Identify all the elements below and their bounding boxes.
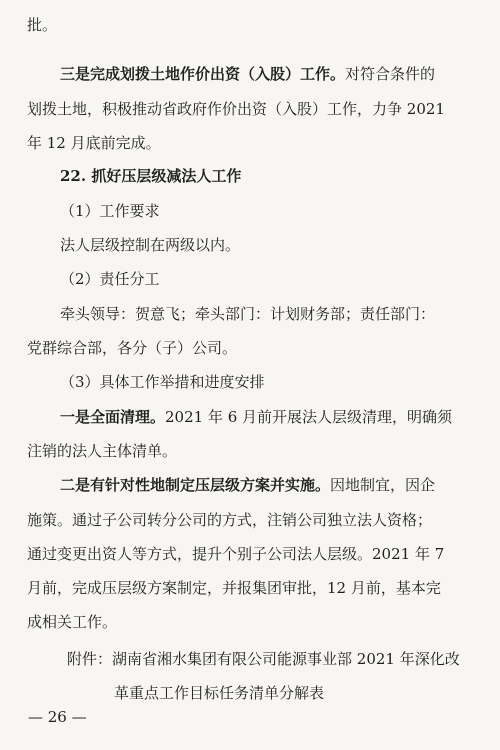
text-line: 月前，完成压层级方案制定，并报集团审批，12 月前，基本完: [27, 579, 441, 597]
text-line: 通过变更出资人等方式，提升个别子公司法人层级。2021 年 7: [27, 545, 445, 563]
text-line: 年 12 月底前完成。: [27, 134, 161, 152]
paragraph-section-3: 三是完成划拨土地作价出资（入股）工作。对符合条件的: [60, 65, 436, 83]
attachment-note: [67, 648, 460, 669]
text-line: 施策。通过子公司转分公司的方式，注销公司独立法人资格；: [27, 511, 433, 529]
section-heading-22: 22. 抓好压层级减法人工作: [60, 167, 242, 185]
text-line: 党群综合部，各分（子）公司。: [27, 339, 238, 357]
attachment-title-cont: 革重点工作目标任务清单分解表: [114, 684, 325, 702]
bold-lead: 一是全面清理。: [60, 408, 166, 426]
subheading: （1）工作要求: [60, 202, 160, 220]
attachment-title: 湖南省湘水集团有限公司能源事业部 2021 年深化改: [112, 650, 460, 668]
text-line: 牵头领导：贺意飞；牵头部门：计划财务部；责任部门：: [60, 305, 436, 323]
text-line: 注销的法人主体清单。: [27, 442, 178, 460]
page-number: — 26 —: [28, 708, 87, 726]
text-line: 法人层级控制在两级以内。: [60, 236, 241, 254]
bold-lead: 二是有针对性地制定压层级方案并实施。: [60, 476, 331, 494]
subheading: （2）责任分工: [60, 270, 160, 288]
paragraph-item-1: 一是全面清理。2021 年 6 月前开展法人层级清理，明确须: [60, 408, 453, 426]
attachment-label: 附件：: [67, 650, 113, 668]
bold-lead: 三是完成划拨土地作价出资（入股）工作。: [60, 65, 346, 83]
text-line: 批。: [27, 16, 58, 34]
subheading: （3）具体工作举措和进度安排: [60, 373, 265, 391]
text-line: 划拨土地，积极推动省政府作价出资（入股）工作，力争 2021: [27, 100, 445, 118]
text-line: 成相关工作。: [27, 613, 118, 631]
paragraph-item-2: 二是有针对性地制定压层级方案并实施。因地制宜，因企: [60, 476, 436, 494]
